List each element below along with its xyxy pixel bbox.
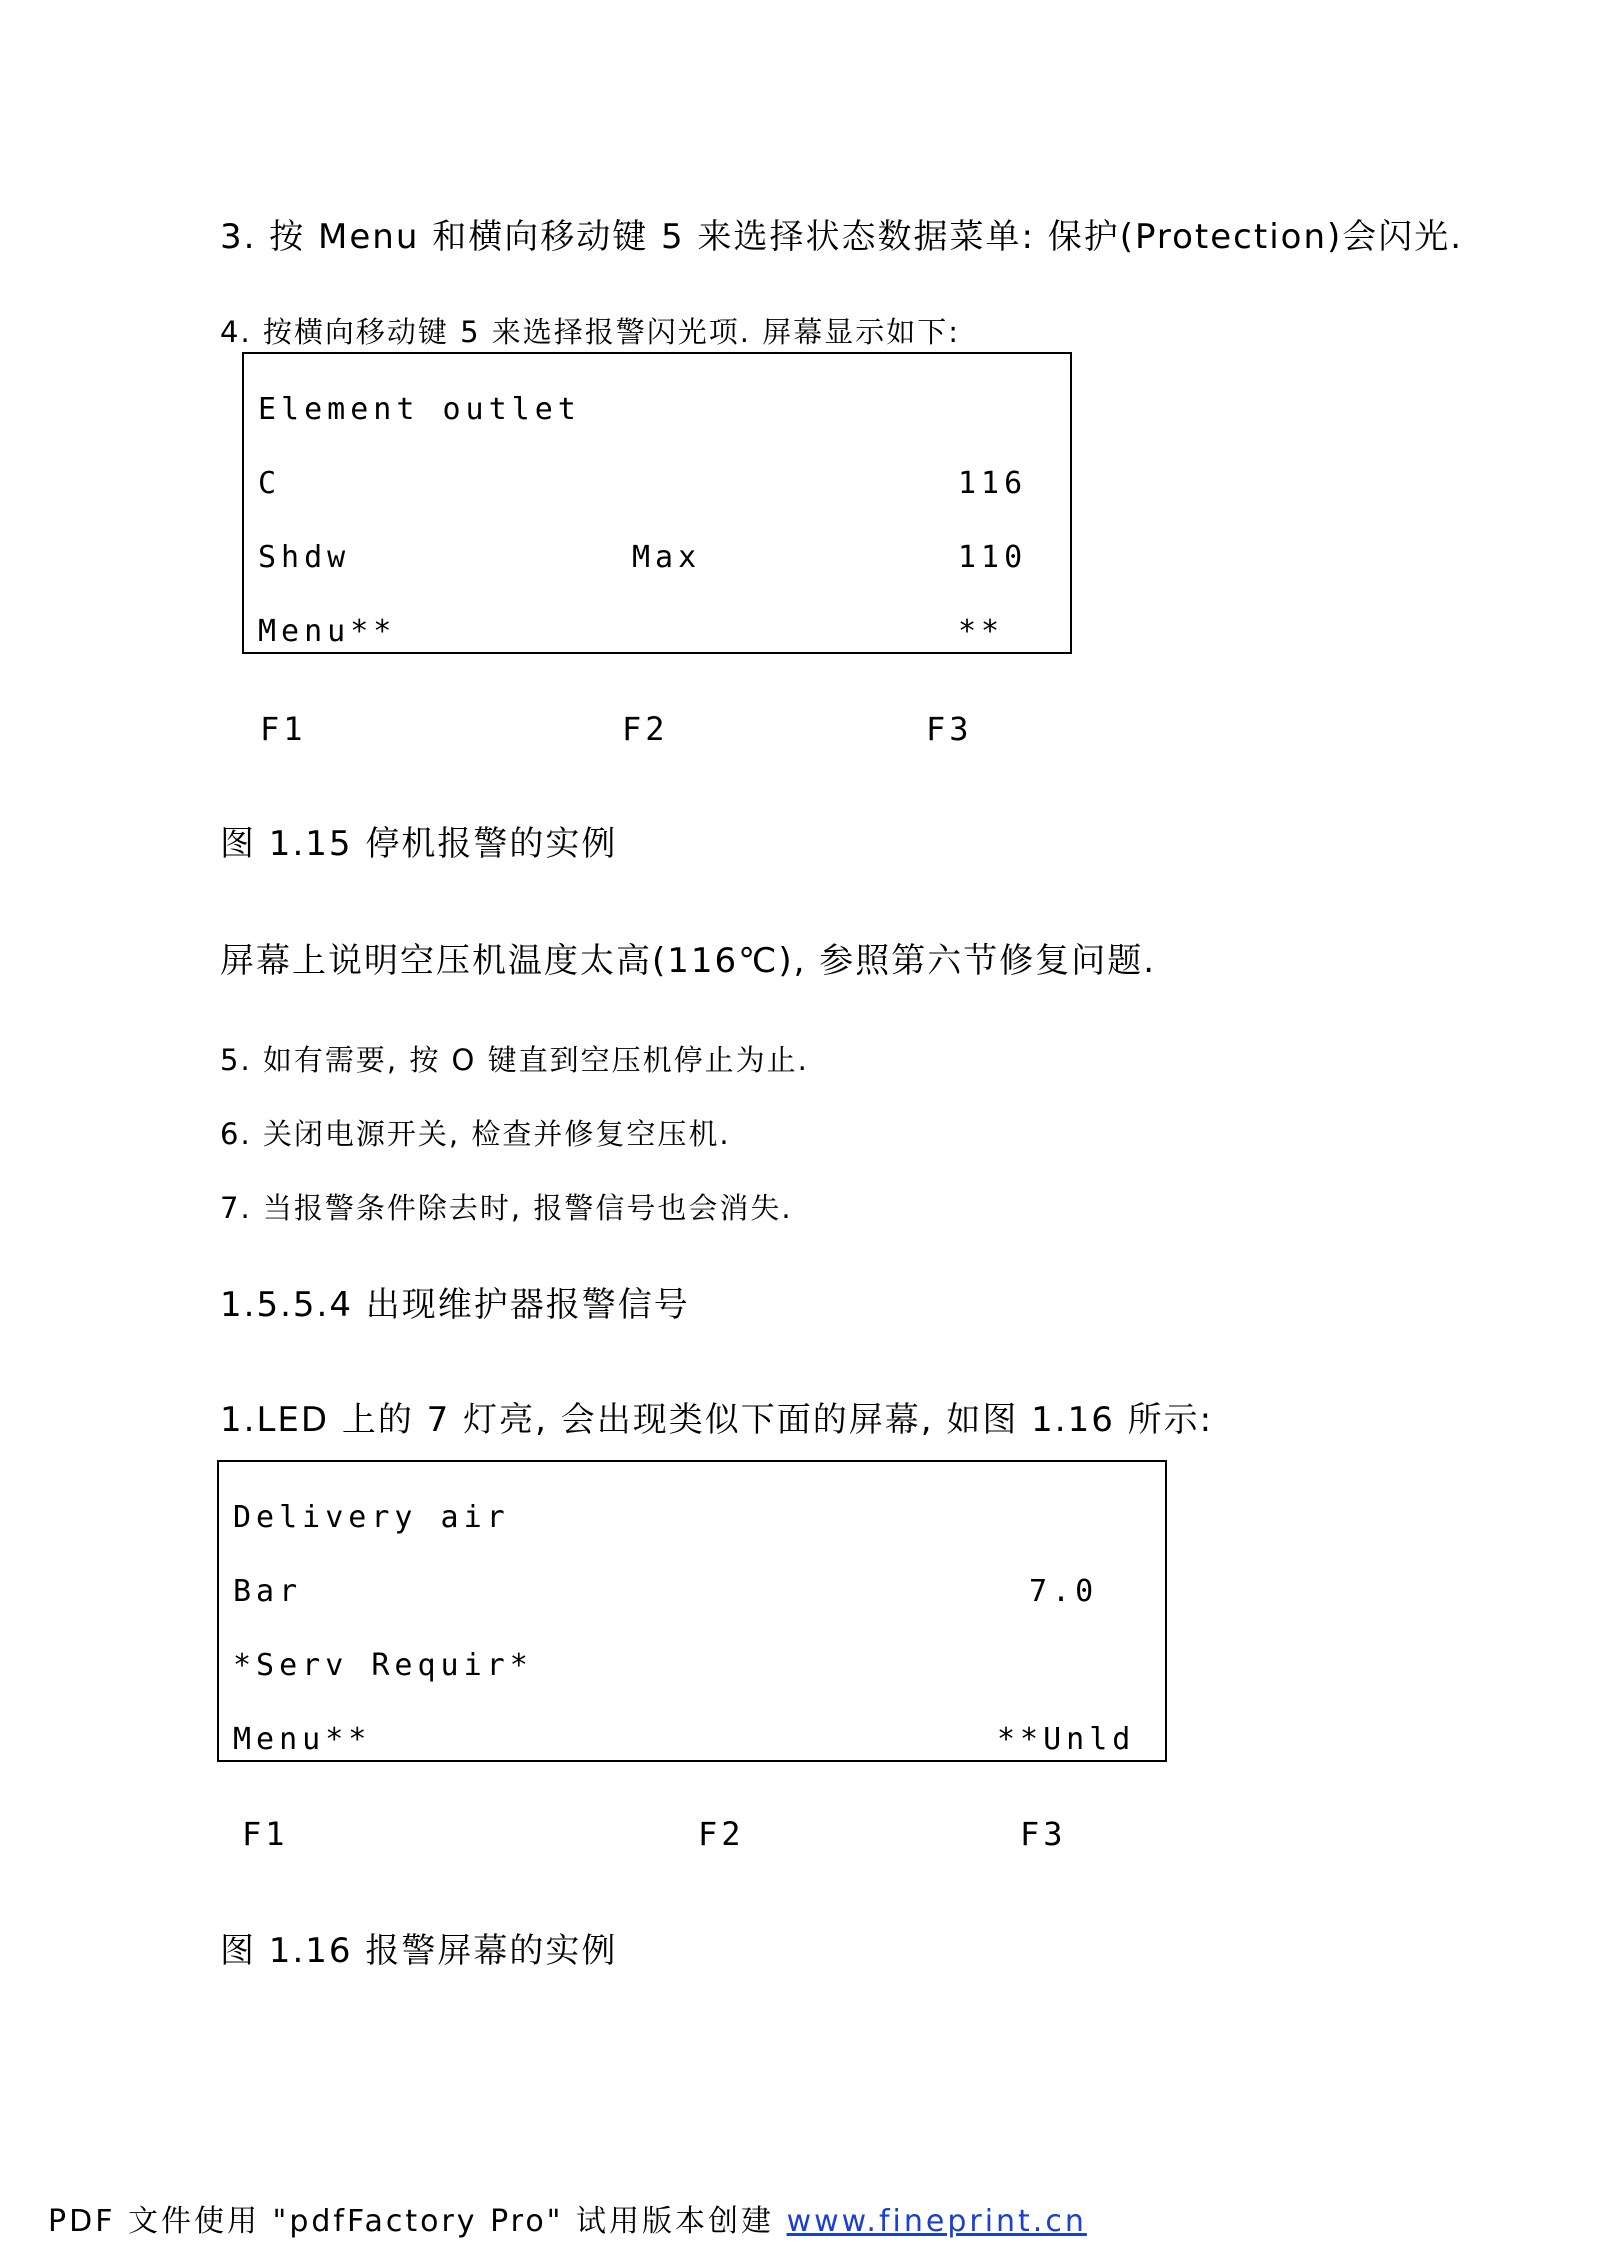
step-4: 4. 按横向移动键 5 来选择报警闪光项. 屏幕显示如下: [220,315,960,349]
footer-link[interactable]: www.fineprint.cn [786,2204,1087,2239]
f1-key-label-2: F1 [242,1815,289,1853]
screen2-line1: Delivery air [233,1500,510,1535]
pdf-footer [48,2196,1087,2240]
screen1-menu-right: ** [958,614,1005,649]
screen1-max-value: 110 [958,540,1028,575]
step-7: 7. 当报警条件除去时, 报警信号也会消失. [220,1191,793,1225]
footer-text: PDF 文件使用 "pdfFactory Pro" 试用版本创建 [48,2204,787,2239]
screen2-unload-status: **Unld [997,1722,1136,1757]
section-heading-1-5-5-4: 1.5.5.4 出现维护器报警信号 [220,1285,690,1325]
f2-key-label-2: F2 [698,1815,745,1853]
led-step: 1.LED 上的 7 灯亮, 会出现类似下面的屏幕, 如图 1.16 所示: [220,1400,1214,1440]
screen1-line1: Element outlet [258,392,581,427]
screen1-unit-label: C [258,466,282,501]
screen1-shdw-label: Shdw [258,540,351,575]
f3-key-label-2: F3 [1020,1815,1067,1853]
step-3: 3. 按 Menu 和横向移动键 5 来选择状态数据菜单: 保护(Protection)会闪光. [220,217,1464,257]
screen2-service-required: *Serv Requir* [233,1648,533,1683]
screen2-menu-label: Menu** [233,1722,372,1757]
screen1-max-label: Max [632,540,702,575]
figure-caption-1-16: 图 1.16 报警屏幕的实例 [220,1931,618,1971]
display-screen-2 [217,1460,1167,1762]
screen1-temperature-value: 116 [958,466,1028,501]
screen1-menu-label: Menu** [258,614,397,649]
f1-key-label: F1 [260,710,307,748]
temperature-note: 屏幕上说明空压机温度太高(116℃), 参照第六节修复问题. [220,941,1157,981]
screen2-unit-label: Bar [233,1574,303,1609]
step-5: 5. 如有需要, 按 O 键直到空压机停止为止. [220,1043,809,1077]
figure-caption-1-15: 图 1.15 停机报警的实例 [220,824,618,864]
screen2-pressure-value: 7.0 [1029,1574,1099,1609]
display-screen-1 [242,352,1072,654]
f3-key-label: F3 [926,710,973,748]
f2-key-label: F2 [622,710,669,748]
step-6: 6. 关闭电源开关, 检查并修复空压机. [220,1117,731,1151]
